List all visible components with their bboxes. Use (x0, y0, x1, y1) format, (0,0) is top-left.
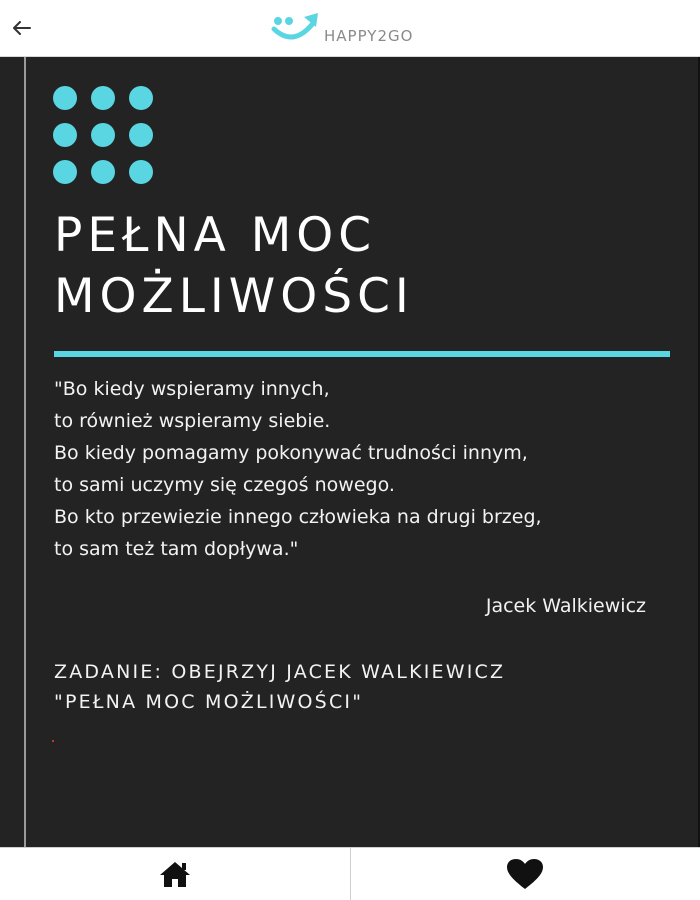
app-logo (270, 8, 413, 50)
tab-favorites[interactable] (350, 848, 700, 900)
task-line-1: ZADANIE: OBEJRZYJ JACEK WALKIEWICZ (54, 661, 506, 683)
title-line-2: MOŻLIWOŚCI (54, 269, 414, 324)
dot (91, 123, 115, 147)
quote-text: "Bo kiedy wspieramy innych, to również wspieramy siebie. Bo kiedy pomagamy pokonywać trudności innym, to sami uczymy się czegoś nowego. Bo kto przewiezie innego człowieka na drugi brzeg, to sam też tam dopływa." (54, 378, 542, 560)
arrow-left-icon (13, 21, 31, 35)
dot (53, 123, 77, 147)
left-divider (24, 57, 26, 847)
quote-author: Jacek Walkiewicz (485, 595, 646, 617)
accent-divider (54, 351, 670, 357)
dot (129, 123, 153, 147)
red-mark (52, 740, 54, 742)
task-text (54, 657, 674, 717)
page-title (54, 205, 674, 327)
title-line-1: PEŁNA MOC (54, 208, 377, 263)
dot (129, 160, 153, 184)
dot (53, 86, 77, 110)
dot (129, 86, 153, 110)
smile-arrow-logo-icon (270, 8, 328, 50)
heart-icon (506, 858, 544, 890)
dot (53, 160, 77, 184)
bottom-tab-bar (0, 847, 700, 900)
task-line-2: "PEŁNA MOC MOŻLIWOŚCI" (54, 691, 364, 713)
tab-home[interactable] (0, 848, 350, 900)
dot (91, 160, 115, 184)
back-button[interactable] (8, 14, 36, 42)
home-icon (158, 860, 192, 888)
app-header (0, 0, 700, 57)
brand-name: HAPPY2GO (324, 27, 414, 45)
article-panel (0, 57, 700, 847)
dot (91, 86, 115, 110)
